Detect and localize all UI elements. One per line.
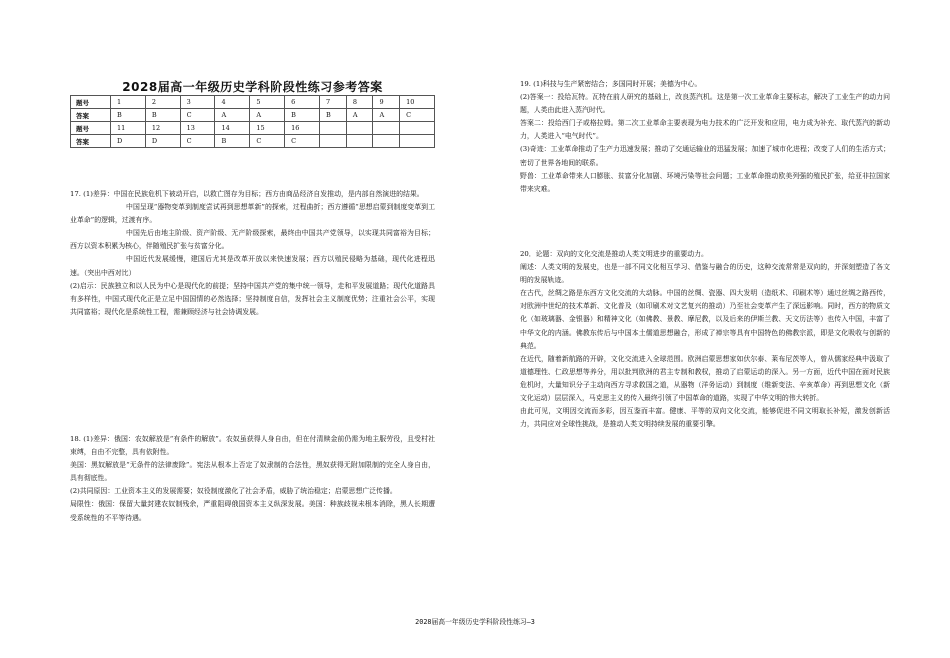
- question-20: [520, 248, 890, 431]
- table-cell: 2: [145, 96, 180, 109]
- table-cell: [400, 122, 435, 135]
- table-cell: [319, 135, 346, 148]
- table-cell: [346, 135, 373, 148]
- table-cell: [373, 135, 400, 148]
- table-cell: [400, 135, 435, 148]
- q20-part5: 由此可见，文明因交流而多彩，因互鉴而丰富。健康、平等的双向文化交流，能够促进不同文明取长补短，激发创新活力，共同应对全球性挑战，是推动人类文明持续发展的重要引擎。: [520, 407, 890, 429]
- q17-part4: 中国近代发展缓慢，建国后尤其是改革开放以来快速发展；西方以殖民侵略为基础，现代化进程迅速。（突出中西对比）: [70, 255, 435, 277]
- table-cell: [319, 122, 346, 135]
- table-cell: B: [285, 109, 320, 122]
- page-footer: 2028届高一年级历史学科阶段性练习—3: [415, 618, 535, 626]
- table-cell: D: [145, 135, 180, 148]
- q17-part3: 中国先后由地主阶级、资产阶级、无产阶级探索，最终由中国共产党领导，以实现共同富裕为目标；西方以资本积累为核心，伴随殖民扩张与贫富分化。: [70, 229, 435, 251]
- table-cell: C: [180, 135, 215, 148]
- q19-part4: (3)奇迹：工业革命推动了生产力迅速发展；推动了交通运输业的迅猛发展；加速了城市化进程；改变了人们的生活方式；密切了世界各地间的联系。: [520, 145, 890, 167]
- table-row: [71, 96, 435, 109]
- table-cell: 9: [373, 96, 400, 109]
- table-cell: 1: [111, 96, 146, 109]
- q18-part3: (2)共同原因：工业资本主义的发展需要；奴役制度激化了社会矛盾，威胁了统治稳定；启蒙思想广泛传播。: [70, 487, 397, 496]
- table-cell: 4: [215, 96, 250, 109]
- table-cell: C: [285, 135, 320, 148]
- table-row: [71, 122, 435, 135]
- q17-part2: 中国呈现“器物变革到制度尝试再到思想革新”的探索，过程曲折；西方遵循“思想启蒙到制度变革到工业革命”的逻辑，过渡有序。: [70, 203, 435, 225]
- q18-part4: 局限性：俄国：保留大量封建农奴制残余，严重阻碍俄国资本主义纵深发展。美国：种族歧视未根本消除，黑人长期遭受系统性的不平等待遇。: [70, 500, 435, 522]
- table-cell: 11: [111, 122, 146, 135]
- question-17: [70, 188, 435, 319]
- table-row: [71, 135, 435, 148]
- table-cell: 15: [250, 122, 285, 135]
- answer-table: [70, 95, 435, 148]
- question-18: [70, 433, 435, 525]
- q19-part3: 答案二：投给西门子或格拉姆。第二次工业革命主要表现为电力技术的广泛开发和应用，电力成为补充、取代蒸汽的新动力，人类进入“电气时代”。: [520, 119, 890, 141]
- q20-part1: 20．论题：双向的文化交流是推动人类文明进步的重要动力。: [520, 250, 708, 258]
- q18-part2: 美国：黑奴解放是“无条件的法律废除”。宪法从根本上否定了奴隶制的合法性，黑奴获得无附加限制的完全人身自由，具有彻底性。: [70, 461, 435, 483]
- table-cell: 10: [400, 96, 435, 109]
- question-19: [520, 78, 890, 196]
- q17-part1: 17. (1)差异：中国在民族危机下被动开启，以救亡图存为目标；西方由商品经济自发推动，是内部自然演进的结果。: [70, 190, 424, 198]
- table-row: [71, 109, 435, 122]
- table-cell: 6: [285, 96, 320, 109]
- table-cell: 12: [145, 122, 180, 135]
- table-cell: 3: [180, 96, 215, 109]
- row-header: 答案: [71, 109, 111, 122]
- table-cell: 5: [250, 96, 285, 109]
- table-cell: D: [111, 135, 146, 148]
- table-cell: A: [346, 109, 373, 122]
- table-cell: B: [111, 109, 146, 122]
- table-cell: A: [373, 109, 400, 122]
- table-cell: C: [180, 109, 215, 122]
- table-cell: B: [215, 135, 250, 148]
- table-cell: [373, 122, 400, 135]
- row-header: 题号: [71, 96, 111, 109]
- q20-part3: 在古代，丝绸之路是东西方文化交流的大动脉。中国的丝绸、瓷器、四大发明（造纸术、印刷术等）通过丝绸之路西传，对欧洲中世纪的技术革新、文化普及（如印刷术对文艺复兴的推动）乃至社会变革产生了深远影响。同时，西方的物质文化（如玻璃器、金银器）和精神文化（如佛教、景教、摩尼教，以及后来的伊斯兰教、天文历法等）也传入中国，丰富了中华文化的内涵。佛教东传后与中国本土儒道思想融合，形成了禅宗等具有中国特色的佛教宗派，即是文化吸收与创新的典范。: [520, 289, 890, 350]
- q19-part2: (2)答案一：投给瓦特。瓦特在前人研究的基础上，改良蒸汽机。这是第一次工业革命主要标志，解决了工业生产的动力问题，人类由此进入蒸汽时代。: [520, 93, 890, 115]
- q20-part4: 在近代，随着新航路的开辟，文化交流进入全球范围。欧洲启蒙思想家如伏尔泰、莱布尼茨等人，曾从儒家经典中汲取了道德理性、仁政思想等养分，用以批判欧洲的君主专制和教权，推动了启蒙运动的深入。另一方面，近代中国在面对民族危机时，大量知识分子主动向西方寻求救国之道，从器物（洋务运动）到制度（维新变法、辛亥革命）再到思想文化（新文化运动）层层深入，马克思主义的传入最终引领了中国革命的道路，实现了中华文明的伟大转折。: [520, 354, 890, 403]
- table-cell: [346, 122, 373, 135]
- q18-part1: 18. (1)差异：俄国：农奴解放是“有条件的解放”。农奴虽获得人身自由，但在付清赎金前仍需为地主服劳役，且受村社束缚，自由不完整，具有依附性。: [70, 435, 435, 457]
- table-cell: C: [400, 109, 435, 122]
- q19-part5: 野兽：工业革命带来人口膨胀、贫富分化加剧、环境污染等社会问题；工业革命推动欧美列强的殖民扩张，给亚非拉国家带来灾难。: [520, 171, 890, 193]
- page-title: 2028届高一年级历史学科阶段性练习参考答案: [122, 80, 383, 94]
- row-header: 答案: [71, 135, 111, 148]
- table-cell: 13: [180, 122, 215, 135]
- table-cell: A: [215, 109, 250, 122]
- table-cell: B: [319, 109, 346, 122]
- q17-part5: (2)启示：民族独立和以人民为中心是现代化的前提；坚持中国共产党的集中统一领导，走和平发展道路；现代化道路具有多样性，中国式现代化正是立足中国国情的必然选择；坚持制度自信，发挥社会主义制度优势；注重社会公平，实现共同富裕；现代化是系统性工程，需兼顾经济与社会协调发展。: [70, 281, 435, 316]
- table-cell: 7: [319, 96, 346, 109]
- table-cell: A: [250, 109, 285, 122]
- table-cell: 14: [215, 122, 250, 135]
- table-cell: 8: [346, 96, 373, 109]
- row-header: 题号: [71, 122, 111, 135]
- q20-part2: 阐述：人类文明的发展史，也是一部不同文化相互学习、借鉴与融合的历史，这种交流常常是双向的，并深刻塑造了各文明的发展轨迹。: [520, 263, 890, 285]
- q19-part1: 19. (1)科技与生产紧密结合；多国同时开展；美德为中心。: [520, 80, 702, 88]
- table-cell: B: [145, 109, 180, 122]
- table-cell: 16: [285, 122, 320, 135]
- table-cell: C: [250, 135, 285, 148]
